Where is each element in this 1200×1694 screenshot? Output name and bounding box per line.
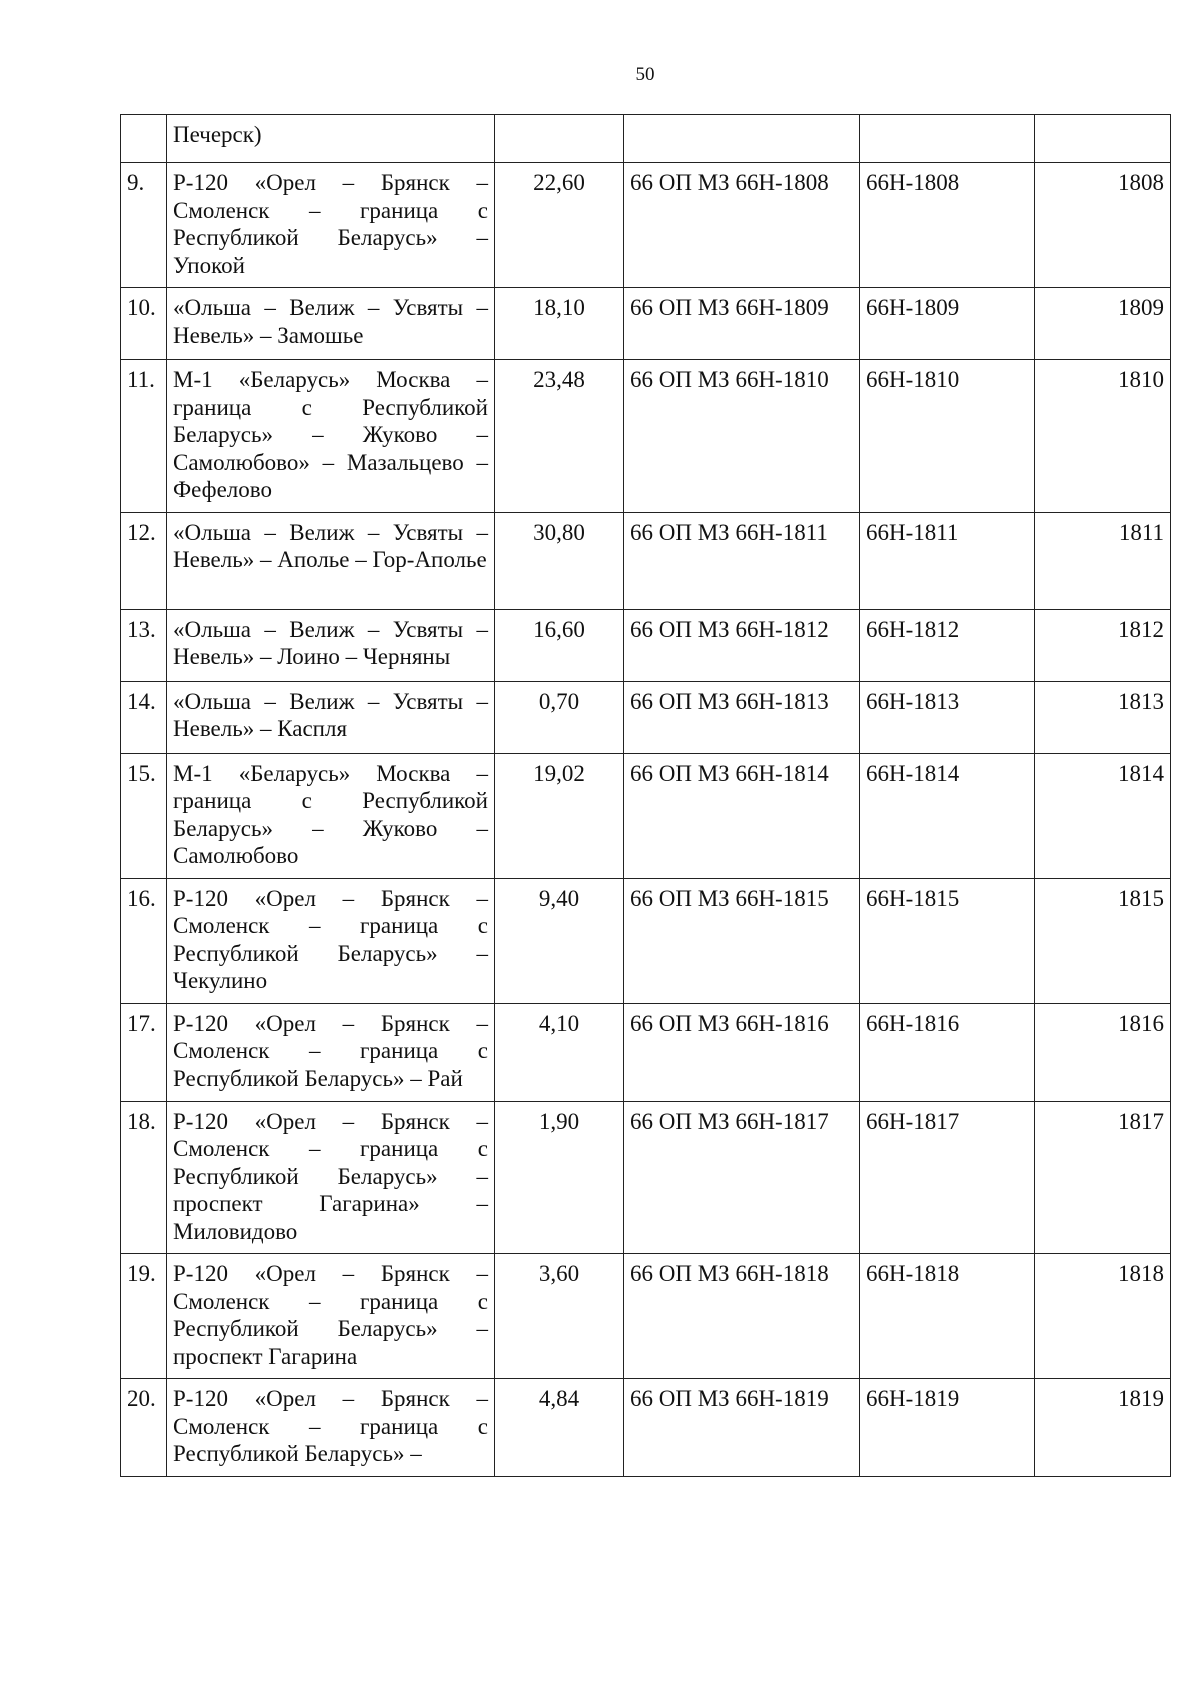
registry-code: 66 ОП МЗ 66Н-1809	[624, 288, 860, 360]
road-name: Р-120 «Орел – Брянск – Смоленск – граница с Республикой Беларусь» – проспект Гагарина	[167, 1254, 495, 1379]
row-number: 19.	[121, 1254, 167, 1379]
registry-code: 66 ОП МЗ 66Н-1815	[624, 878, 860, 1003]
road-length	[495, 115, 624, 163]
road-length: 0,70	[495, 681, 624, 753]
road-id: 66Н-1810	[860, 360, 1035, 513]
table-row	[121, 878, 1171, 1003]
registry-code	[624, 115, 860, 163]
registry-code: 66 ОП МЗ 66Н-1817	[624, 1101, 860, 1254]
road-id: 66Н-1808	[860, 163, 1035, 288]
road-short-number: 1811	[1035, 512, 1171, 609]
table-row	[121, 681, 1171, 753]
registry-code: 66 ОП МЗ 66Н-1814	[624, 753, 860, 878]
row-number	[121, 115, 167, 163]
table-row	[121, 1101, 1171, 1254]
road-name: «Ольша – Велиж – Усвяты – Невель» – Замошье	[167, 288, 495, 360]
row-number: 11.	[121, 360, 167, 513]
road-name: Р-120 «Орел – Брянск – Смоленск – граница с Республикой Беларусь» – проспект Гагарина» – Миловидово	[167, 1101, 495, 1254]
road-id: 66Н-1814	[860, 753, 1035, 878]
table-row	[121, 512, 1171, 609]
row-number: 12.	[121, 512, 167, 609]
road-name: Р-120 «Орел – Брянск – Смоленск – граница с Республикой Беларусь» –	[167, 1379, 495, 1477]
road-id: 66Н-1816	[860, 1003, 1035, 1101]
registry-code: 66 ОП МЗ 66Н-1808	[624, 163, 860, 288]
row-number: 16.	[121, 878, 167, 1003]
road-id: 66Н-1819	[860, 1379, 1035, 1477]
road-name: Р-120 «Орел – Брянск – Смоленск – граница с Республикой Беларусь» – Чекулино	[167, 878, 495, 1003]
table-row	[121, 1003, 1171, 1101]
road-short-number: 1809	[1035, 288, 1171, 360]
road-length: 18,10	[495, 288, 624, 360]
row-number: 9.	[121, 163, 167, 288]
row-number: 13.	[121, 609, 167, 681]
table-row	[121, 288, 1171, 360]
road-length: 9,40	[495, 878, 624, 1003]
road-length: 4,10	[495, 1003, 624, 1101]
table-row	[121, 753, 1171, 878]
road-short-number: 1818	[1035, 1254, 1171, 1379]
road-short-number: 1808	[1035, 163, 1171, 288]
registry-code: 66 ОП МЗ 66Н-1810	[624, 360, 860, 513]
road-short-number: 1814	[1035, 753, 1171, 878]
road-short-number: 1816	[1035, 1003, 1171, 1101]
table-row	[121, 609, 1171, 681]
table-row	[121, 1254, 1171, 1379]
page-number: 50	[635, 64, 655, 85]
road-id: 66Н-1811	[860, 512, 1035, 609]
road-length: 4,84	[495, 1379, 624, 1477]
row-number: 14.	[121, 681, 167, 753]
road-length: 23,48	[495, 360, 624, 513]
road-short-number: 1819	[1035, 1379, 1171, 1477]
table-row	[121, 360, 1171, 513]
row-number: 18.	[121, 1101, 167, 1254]
road-short-number: 1815	[1035, 878, 1171, 1003]
road-id: 66Н-1817	[860, 1101, 1035, 1254]
road-id: 66Н-1809	[860, 288, 1035, 360]
road-name: Р-120 «Орел – Брянск – Смоленск – граница с Республикой Беларусь» – Упокой	[167, 163, 495, 288]
road-id: 66Н-1815	[860, 878, 1035, 1003]
road-id: 66Н-1813	[860, 681, 1035, 753]
registry-code: 66 ОП МЗ 66Н-1813	[624, 681, 860, 753]
road-name: М-1 «Беларусь» Москва – граница с Республикой Беларусь» – Жуково – Самолюбово	[167, 753, 495, 878]
road-length: 22,60	[495, 163, 624, 288]
road-short-number: 1812	[1035, 609, 1171, 681]
registry-code: 66 ОП МЗ 66Н-1818	[624, 1254, 860, 1379]
road-id: 66Н-1818	[860, 1254, 1035, 1379]
road-length: 3,60	[495, 1254, 624, 1379]
table-row	[121, 163, 1171, 288]
road-name: Печерск)	[167, 115, 495, 163]
registry-code: 66 ОП МЗ 66Н-1811	[624, 512, 860, 609]
road-id	[860, 115, 1035, 163]
table-row	[121, 1379, 1171, 1477]
row-number: 20.	[121, 1379, 167, 1477]
table-row	[121, 115, 1171, 163]
road-short-number: 1817	[1035, 1101, 1171, 1254]
registry-code: 66 ОП МЗ 66Н-1819	[624, 1379, 860, 1477]
registry-code: 66 ОП МЗ 66Н-1812	[624, 609, 860, 681]
row-number: 15.	[121, 753, 167, 878]
road-short-number	[1035, 115, 1171, 163]
road-id: 66Н-1812	[860, 609, 1035, 681]
roads-table	[120, 114, 1171, 1477]
row-number: 17.	[121, 1003, 167, 1101]
road-short-number: 1810	[1035, 360, 1171, 513]
registry-code: 66 ОП МЗ 66Н-1816	[624, 1003, 860, 1101]
road-short-number: 1813	[1035, 681, 1171, 753]
road-name: «Ольша – Велиж – Усвяты – Невель» – Аполье – Гор-Аполье	[167, 512, 495, 609]
road-name: «Ольша – Велиж – Усвяты – Невель» – Лоино – Черняны	[167, 609, 495, 681]
road-length: 1,90	[495, 1101, 624, 1254]
row-number: 10.	[121, 288, 167, 360]
roads-table-body	[121, 115, 1171, 1477]
road-length: 30,80	[495, 512, 624, 609]
road-name: «Ольша – Велиж – Усвяты – Невель» – Каспля	[167, 681, 495, 753]
road-length: 16,60	[495, 609, 624, 681]
road-name: Р-120 «Орел – Брянск – Смоленск – граница с Республикой Беларусь» – Рай	[167, 1003, 495, 1101]
road-length: 19,02	[495, 753, 624, 878]
road-name: М-1 «Беларусь» Москва – граница с Республикой Беларусь» – Жуково – Самолюбово» – Мазальцево – Фефелово	[167, 360, 495, 513]
